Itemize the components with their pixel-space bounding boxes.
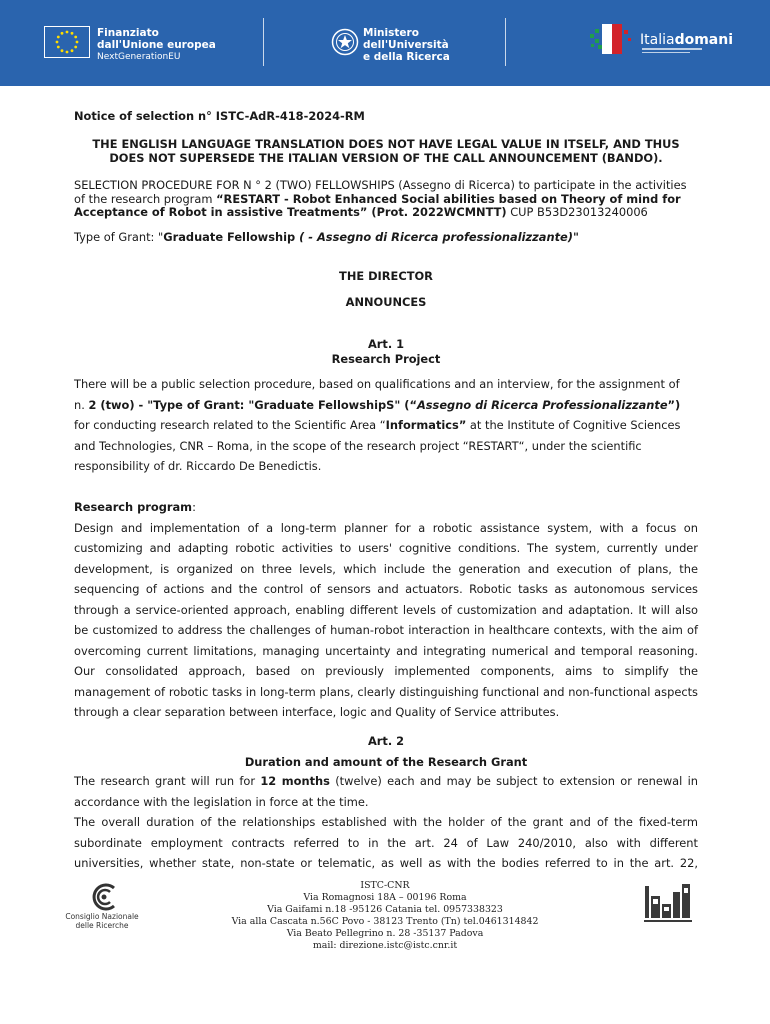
ministry-logo-line1: Ministero [363, 27, 419, 39]
art1-body [74, 374, 698, 477]
art2-title: Duration and amount of the Research Grant [244, 754, 528, 769]
footer-line: ISTC-CNR [360, 880, 410, 891]
footer-line: Via alla Cascata n.56C Povo - 38123 Trento (Tn) tel.0461314842 [231, 916, 539, 927]
art1-heading [74, 338, 698, 366]
disclaimer-line1: THE ENGLISH LANGUAGE TRANSLATION DOES NOT HAVE LEGAL VALUE IN ITSELF, AND THUS [92, 137, 680, 151]
art1-line2-c: Assegno di Ricerca Professionalizzante [416, 397, 668, 412]
italiadomani-flag-icon [588, 20, 636, 58]
italiadomani-logo-text [640, 32, 733, 48]
istc-logo-icon [644, 882, 692, 924]
art2-paragraph2: The overall duration of the relationships established with the holder of the grant and of the fixed-term subordinate employment contracts referred to in the art. 24 of Law 240/2010, also with different universities, whether state, non-state or telematic, as well as with the bodies referred to in the art. 22, [74, 815, 698, 870]
italiadomani-name-part2: domani [674, 32, 734, 48]
legal-disclaimer [74, 138, 698, 165]
selection-line1: SELECTION PROCEDURE FOR N ° 2 (TWO) FELLOWSHIPS (Assegno di Ricerca) to participate in the activities [74, 178, 687, 192]
footer-line: Via Romagnosi 18A – 00196 Roma [303, 892, 467, 903]
cnr-caption-line1: Consiglio Nazionale [65, 912, 139, 921]
research-program-text: Design and implementation of a long-term planner for a robotic assistance system, with a focus on customizing and adapting robotic activities to users' cognitive conditions. The system, currently under development, is organized on three levels, which include the generation and execution of plans, the sequencing of actions and the control of sensors and actuators. Robotic tasks as autonomous services through a service-oriented approach, enabling different levels of customization and adaptation. It will also be customized to address the challenges of human-robot interaction in healthcare contexts, with the aim of overcoming current limitations, managing uncertainty and integrating numerical and temporal reasoning. Our consolidated approach, based on previously implemented components, aims to simplify the management of robotic tasks in long-term plans, clearly distinguishing functional and non-functional aspects through a clear separation between interface, logic and Quality of Service attributes. [74, 520, 698, 719]
eu-logo-line2: dall'Unione europea [97, 39, 216, 51]
italiadomani-small-print [642, 48, 702, 53]
art1-line2 [74, 395, 698, 416]
notice-title [74, 110, 698, 124]
italiadomani-name-part1: Italia [640, 32, 675, 48]
footer-address [210, 880, 560, 952]
cnr-logo-icon [88, 882, 122, 912]
disclaimer-line2: DOES NOT SUPERSEDE THE ITALIAN VERSION OF THE CALL ANNOUNCEMENT (BANDO). [109, 150, 663, 165]
research-program-colon: : [192, 500, 196, 514]
footer-line: Via Gaifami n.18 -95126 Catania tel. 0957338323 [267, 904, 503, 915]
cnr-caption-line2: delle Ricerche [75, 921, 129, 930]
cnr-caption [62, 912, 142, 930]
eu-logo-line3: NextGenerationEU [97, 52, 181, 62]
art1-line3-b: Informatics” [385, 418, 467, 432]
art1-line3-a: for conducting research related to the Scientific Area “ [74, 418, 386, 432]
art1-line1: There will be a public selection procedure, based on qualifications and an interview, for the assignment of [74, 377, 680, 391]
header-banner [0, 0, 770, 86]
art2-p1-c: (twelve) each and may be subject to extension or renewal in accordance with the legislation in force at the time. [74, 774, 698, 809]
announces-heading [74, 296, 698, 310]
art2-p1-a: The research grant will run for [74, 774, 261, 788]
grant-type [74, 231, 698, 245]
art2-heading [74, 735, 698, 769]
selection-procedure [74, 179, 698, 220]
art2-body [74, 771, 698, 874]
director-heading [74, 270, 698, 284]
art2-number: Art. 2 [367, 734, 405, 748]
ministry-logo-line2: dell'Università [363, 39, 449, 51]
program-title-b: Acceptance of Robot in assistive Treatments” (Prot. 2022WCMNTT) [74, 205, 507, 219]
selection-line2-pre: of the research program [74, 191, 217, 206]
announces-title: ANNOUNCES [345, 295, 427, 309]
art1-line2-a: n. [74, 397, 89, 412]
program-title-a: “RESTART - Robot Enhanced Social abilities based on Theory of mind for [216, 191, 681, 206]
footer-line: mail: direzione.istc@istc.cnr.it [312, 940, 458, 951]
grant-type-value: Graduate Fellowship [163, 230, 300, 244]
footer-line: Via Beato Pellegrino n. 28 -35137 Padova [286, 928, 484, 939]
art1-line3 [74, 415, 698, 436]
art1-line5: responsibility of dr. Riccardo De Benedictis. [74, 459, 322, 473]
ministry-logo-text [363, 27, 450, 63]
art2-paragraph1 [74, 771, 698, 812]
selection-line3 [74, 206, 698, 220]
header-divider [263, 18, 264, 66]
ministry-emblem-icon [331, 27, 359, 57]
grant-type-italic: ( - Assegno di Ricerca professionalizzante) [299, 230, 573, 244]
art1-line2-b: 2 (two) - "Type of Grant: "Graduate FellowshipS" (“ [88, 397, 417, 412]
grant-type-line [74, 231, 698, 245]
header-divider [505, 18, 506, 66]
research-program-heading: Research program [74, 500, 193, 514]
research-program-section [74, 497, 698, 723]
art2-p1-b: 12 months [260, 774, 330, 788]
eu-logo-text [97, 27, 216, 63]
art1-number: Art. 1 [367, 337, 405, 351]
grant-type-close: " [572, 230, 579, 244]
selection-line2 [74, 193, 698, 207]
research-program-heading-line [74, 497, 698, 518]
eu-flag-icon [44, 26, 90, 58]
grant-type-label: Type of Grant: " [74, 230, 164, 244]
eu-logo-line1: Finanziato [97, 27, 159, 39]
art1-line2-d: ”) [667, 397, 681, 412]
director-title: THE DIRECTOR [339, 269, 433, 283]
art1-line3-c: at the Institute of Cognitive Sciences [466, 418, 681, 432]
art1-line4: and Technologies, CNR – Roma, in the scope of the research project “RESTART“, under the scientific [74, 438, 642, 453]
notice-number: Notice of selection n° ISTC-AdR-418-2024-RM [74, 109, 365, 123]
cup-code: CUP B53D23013240006 [506, 205, 648, 219]
art1-title: Research Project [331, 351, 441, 366]
ministry-logo-line3: e della Ricerca [363, 51, 450, 63]
